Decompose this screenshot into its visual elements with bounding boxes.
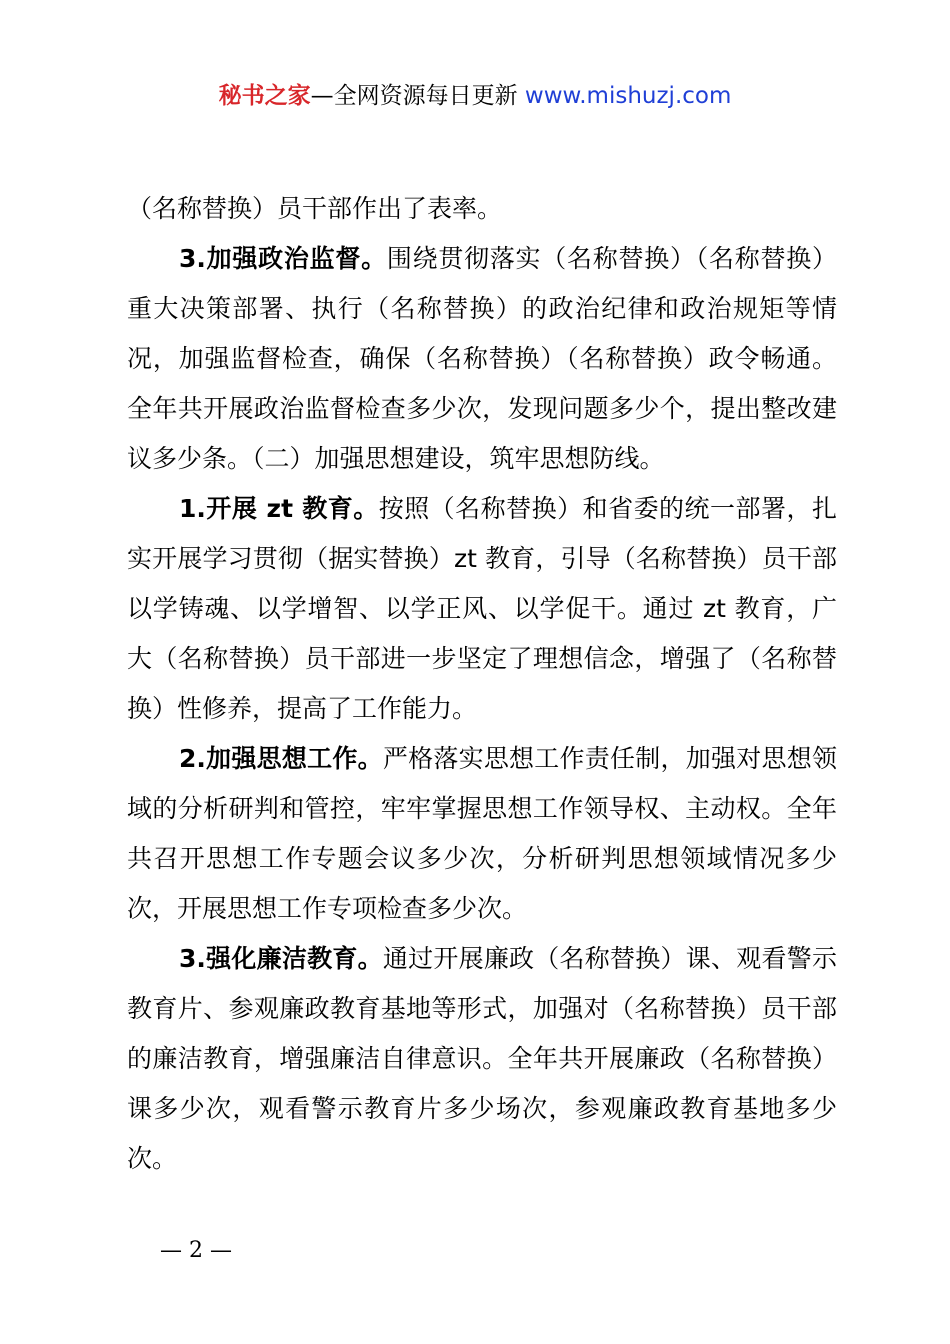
paragraph-heading: 3.加强政治监督。 (179, 244, 387, 273)
paragraph-heading: 3.强化廉洁教育。 (179, 944, 383, 973)
site-brand: 秘书之家 (218, 83, 311, 109)
site-url-link[interactable]: www.mishuzj.com (524, 83, 732, 109)
paragraph-political-supervision (127, 234, 837, 484)
page-number: — 2 — (160, 1238, 232, 1263)
paragraph-zt-education (127, 484, 837, 734)
site-tagline: —全网资源每日更新 (310, 83, 525, 109)
paragraph-ideological-work (127, 734, 837, 934)
paragraph-text: 按照（名称替换）和省委的统一部署，扎实开展学习贯彻（据实替换）zt 教育，引导（名称替换）员干部以学铸魂、以学增智、以学正风、以学促干。通过 zt 教育，广大（名称替换）员干部进一步坚定了理想信念，增强了（名称替换）性修养，提高了工作能力。 (127, 494, 837, 723)
document-body (127, 184, 837, 1184)
paragraph-text: （名称替换）员干部作出了表率。 (127, 194, 503, 223)
paragraph-heading: 1.开展 zt 教育。 (179, 494, 379, 523)
paragraph-integrity-education (127, 934, 837, 1184)
page-header (0, 80, 950, 112)
paragraph-text: 严格落实思想工作责任制，加强对思想领域的分析研判和管控，牢牢掌握思想工作领导权、主动权。全年共召开思想工作专题会议多少次，分析研判思想领域情况多少次，开展思想工作专项检查多少次。 (127, 744, 837, 923)
paragraph-heading: 2.加强思想工作。 (179, 744, 383, 773)
paragraph-text: 围绕贯彻落实（名称替换）（名称替换）重大决策部署、执行（名称替换）的政治纪律和政治规矩等情况，加强监督检查，确保（名称替换）（名称替换）政令畅通。全年共开展政治监督检查多少次，发现问题多少个，提出整改建议多少条。（二）加强思想建设，筑牢思想防线。 (127, 244, 837, 473)
paragraph-text: 通过开展廉政（名称替换）课、观看警示教育片、参观廉政教育基地等形式，加强对（名称替换）员干部的廉洁教育，增强廉洁自律意识。全年共开展廉政（名称替换）课多少次，观看警示教育片多少场次，参观廉政教育基地多少次。 (127, 944, 837, 1173)
paragraph-continuation (127, 184, 837, 234)
